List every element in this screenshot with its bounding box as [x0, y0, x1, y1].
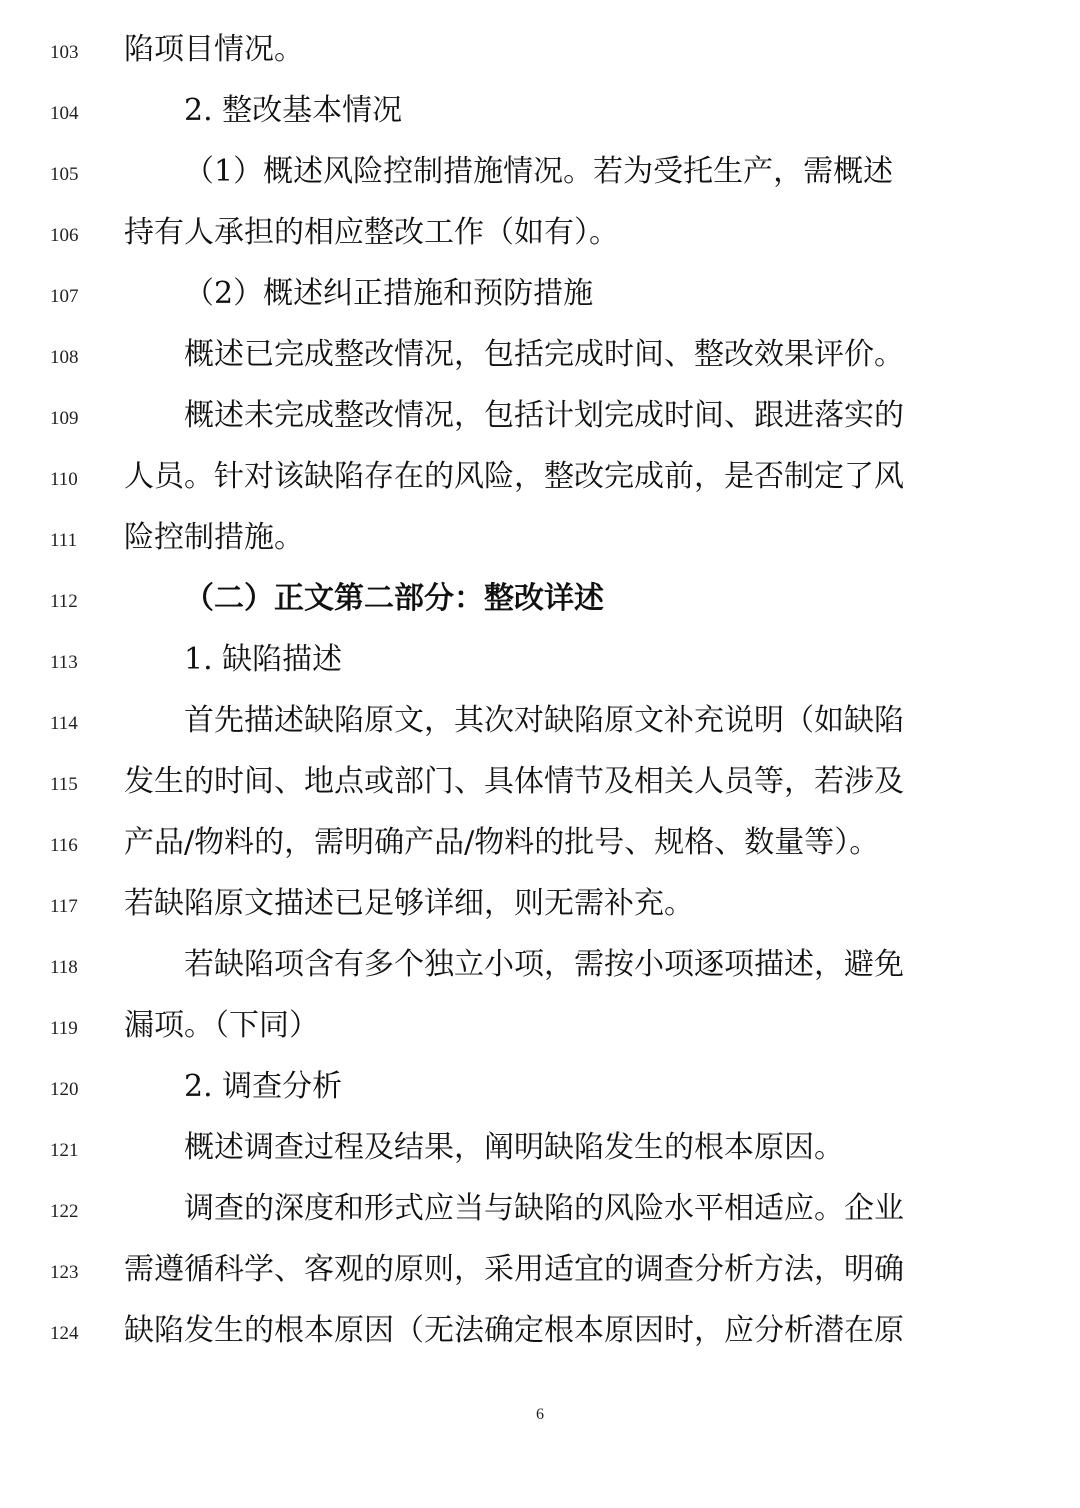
line-text: 概述调查过程及结果，阐明缺陷发生的根本原因。 [184, 1130, 844, 1165]
line-104 [0, 91, 1080, 152]
line-number: 118 [50, 957, 78, 978]
section-heading: （二）正文第二部分：整改详述 [184, 581, 604, 616]
line-text: 若缺陷项含有多个独立小项，需按小项逐项描述，避免 [184, 947, 904, 982]
line-text: 陷项目情况。 [124, 32, 304, 67]
line-119 [0, 1006, 1080, 1067]
line-116 [0, 823, 1080, 884]
line-text: 1. 缺陷描述 [184, 642, 343, 677]
line-103 [0, 30, 1080, 91]
line-text: 概述未完成整改情况，包括计划完成时间、跟进落实的 [184, 398, 904, 433]
line-number: 117 [50, 896, 78, 917]
line-number: 111 [50, 530, 78, 551]
line-number: 109 [50, 408, 79, 429]
line-text: 首先描述缺陷原文，其次对缺陷原文补充说明（如缺陷 [184, 703, 904, 738]
line-105 [0, 152, 1080, 213]
page-number: 6 [536, 1406, 544, 1423]
line-124 [0, 1311, 1080, 1372]
line-text: 若缺陷原文描述已足够详细，则无需补充。 [124, 886, 694, 921]
line-text: 产品/物料的，需明确产品/物料的批号、规格、数量等）。 [124, 825, 880, 860]
line-number: 120 [50, 1079, 79, 1100]
line-113 [0, 640, 1080, 701]
line-120 [0, 1067, 1080, 1128]
line-text: 人员。针对该缺陷存在的风险，整改完成前，是否制定了风 [124, 459, 904, 494]
line-111 [0, 518, 1080, 579]
line-number: 104 [50, 103, 79, 124]
line-121 [0, 1128, 1080, 1189]
line-number: 124 [50, 1323, 79, 1344]
line-text: 2. 调查分析 [184, 1069, 343, 1104]
line-108 [0, 335, 1080, 396]
line-122 [0, 1189, 1080, 1250]
line-118 [0, 945, 1080, 1006]
line-number: 116 [50, 835, 78, 856]
line-number: 123 [50, 1262, 79, 1283]
line-106 [0, 213, 1080, 274]
line-number: 122 [50, 1201, 79, 1222]
line-107 [0, 274, 1080, 335]
line-text: 持有人承担的相应整改工作（如有）。 [124, 215, 619, 250]
line-115 [0, 762, 1080, 823]
line-text: 调查的深度和形式应当与缺陷的风险水平相适应。企业 [184, 1191, 904, 1226]
line-number: 119 [50, 1018, 78, 1039]
line-number: 107 [50, 286, 79, 307]
line-number: 106 [50, 225, 79, 246]
line-117 [0, 884, 1080, 945]
line-number: 113 [50, 652, 78, 673]
line-text: 险控制措施。 [124, 520, 304, 555]
line-number: 114 [50, 713, 78, 734]
line-number: 105 [50, 164, 79, 185]
line-text: （2）概述纠正措施和预防措施 [184, 276, 594, 311]
line-text: 发生的时间、地点或部门、具体情节及相关人员等，若涉及 [124, 764, 904, 799]
line-number: 121 [50, 1140, 79, 1161]
line-text: 漏项。（下同） [124, 1008, 319, 1043]
line-number: 112 [50, 591, 78, 612]
line-number: 108 [50, 347, 79, 368]
line-112 [0, 579, 1080, 640]
line-number: 115 [50, 774, 78, 795]
line-number: 110 [50, 469, 78, 490]
line-110 [0, 457, 1080, 518]
line-text: 概述已完成整改情况，包括完成时间、整改效果评价。 [184, 337, 904, 372]
line-text: 需遵循科学、客观的原则，采用适宜的调查分析方法，明确 [124, 1252, 904, 1287]
line-text: 缺陷发生的根本原因（无法确定根本原因时，应分析潜在原 [124, 1313, 904, 1348]
line-123 [0, 1250, 1080, 1311]
line-109 [0, 396, 1080, 457]
line-number: 103 [50, 42, 79, 63]
line-text: 2. 整改基本情况 [184, 93, 403, 128]
line-text: （1）概述风险控制措施情况。若为受托生产，需概述 [184, 154, 894, 189]
line-114 [0, 701, 1080, 762]
